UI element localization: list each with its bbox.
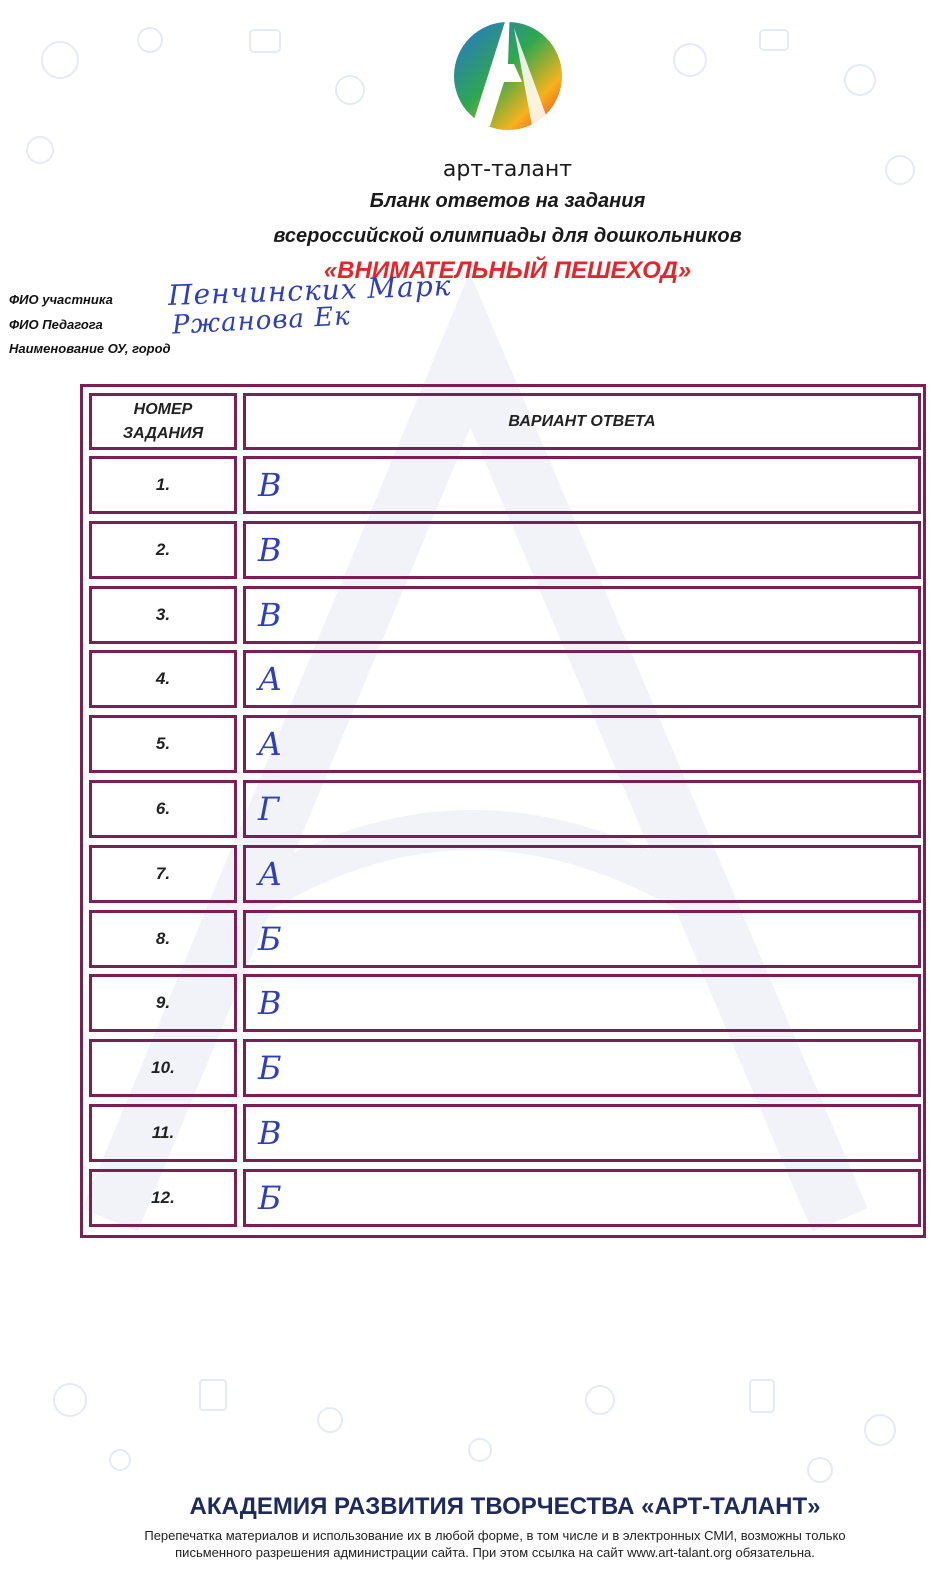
task-number-cell — [89, 521, 237, 579]
handwritten-answer: Б — [258, 919, 282, 958]
answer-cell — [243, 974, 921, 1032]
task-number-cell — [89, 586, 237, 644]
task-number-cell — [89, 1104, 237, 1162]
art-talant-logo — [452, 4, 564, 134]
handwritten-answer: В — [258, 1114, 282, 1152]
handwritten-answer: В — [258, 595, 282, 634]
header-answer-label: ВАРИАНТ ОТВЕТА — [508, 412, 656, 430]
answer-cell — [243, 780, 921, 838]
answer-cell — [243, 521, 921, 579]
answer-cell — [243, 586, 921, 644]
task-number-cell — [89, 1169, 237, 1227]
handwritten-answer: А — [258, 854, 283, 893]
teacher-name-handwritten: Ржанова Ек — [171, 301, 352, 341]
task-number: 2. — [155, 539, 171, 559]
task-number: 12. — [151, 1187, 175, 1207]
answer-cell — [243, 1104, 921, 1162]
handwritten-answer: А — [258, 660, 283, 699]
handwritten-answer: В — [258, 984, 282, 1023]
participant-name-handwritten: Пенчинских Марк — [167, 269, 452, 312]
task-number: 8. — [155, 928, 171, 948]
task-number: 3. — [155, 604, 171, 624]
answer-cell — [243, 715, 921, 773]
header-number-cell — [89, 393, 237, 450]
participant-label: ФИО участника — [9, 292, 113, 307]
task-number: 4. — [155, 669, 171, 689]
header-number-line1: НОМЕР — [133, 400, 193, 418]
header-number-line2: ЗАДАНИЯ — [122, 424, 204, 442]
brand-name: арт-талант — [442, 157, 573, 182]
task-number: 5. — [155, 734, 171, 754]
task-number-cell — [89, 456, 237, 514]
school-label: Наименование ОУ, город — [9, 341, 171, 356]
task-number: 11. — [151, 1123, 175, 1142]
form-subtitle: Бланк ответов на задания — [369, 190, 646, 212]
footer-note-2: письменного разрешения администрации сайта. При этом ссылка на сайт www.art-talant.org обязательна. — [175, 1545, 815, 1560]
handwritten-answer: В — [258, 530, 282, 569]
handwritten-answer: Б — [258, 1049, 282, 1088]
olympiad-title: «ВНИМАТЕЛЬНЫЙ ПЕШЕХОД» — [323, 257, 692, 284]
footer-note-1: Перепечатка материалов и использование их в любой форме, в том числе и в электронных СМИ, возможны только — [144, 1528, 846, 1543]
handwritten-answer: Б — [258, 1178, 282, 1217]
task-number-cell — [89, 1039, 237, 1097]
answer-cell — [243, 845, 921, 903]
answer-cell — [243, 1169, 921, 1227]
teacher-label: ФИО Педагога — [9, 317, 103, 332]
task-number-cell — [89, 910, 237, 968]
task-number: 10. — [151, 1058, 175, 1078]
handwritten-answer: А — [258, 725, 283, 764]
handwritten-answer: В — [258, 466, 282, 504]
answer-cell — [243, 650, 921, 708]
answer-cell — [243, 456, 921, 514]
form-subtitle-2: всероссийской олимпиады для дошкольников — [273, 225, 742, 247]
task-number: 7. — [155, 863, 171, 883]
answer-table — [80, 384, 926, 1238]
task-number: 9. — [155, 993, 171, 1013]
task-number-cell — [89, 845, 237, 903]
header-answer-cell — [243, 393, 921, 450]
task-number-cell — [89, 715, 237, 773]
handwritten-answer: Г — [258, 790, 280, 828]
task-number: 1. — [155, 475, 171, 494]
task-number-cell — [89, 780, 237, 838]
task-number-cell — [89, 650, 237, 708]
task-number: 6. — [155, 799, 171, 818]
footer-academy: АКАДЕМИЯ РАЗВИТИЯ ТВОРЧЕСТВА «АРТ-ТАЛАНТ» — [189, 1493, 821, 1520]
answer-cell — [243, 910, 921, 968]
answer-cell — [243, 1039, 921, 1097]
task-number-cell — [89, 974, 237, 1032]
